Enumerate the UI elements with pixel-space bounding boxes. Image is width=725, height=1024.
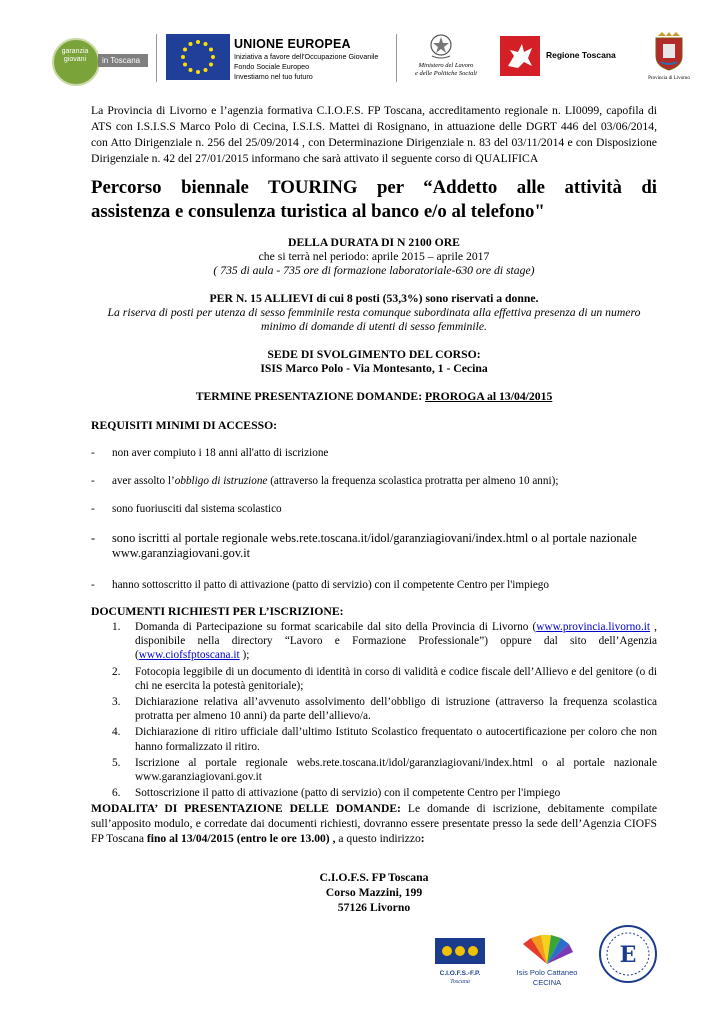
ciofs-logo [427, 934, 493, 990]
requisito-text-pre: aver assolto l’ [112, 475, 175, 487]
isis-fan-icon [511, 934, 583, 966]
indirizzo-block [91, 870, 657, 915]
eu-logo [166, 32, 394, 84]
garanzia-giovani-logo [52, 32, 148, 84]
ministero-logo [398, 32, 498, 84]
documento-item [112, 786, 657, 800]
provincia-label: Provincia di Livorno [648, 76, 690, 81]
ciofs-link[interactable]: www.ciofsfptoscana.it [138, 649, 240, 662]
ciofs-sub: Toscana [450, 979, 470, 985]
documento-text: Fotocopia leggibile di un documento di identità in corso di validità e codice fiscale dell’Allievo e del genitore (o di chi ne esercita la potestà genitoriale); [135, 665, 657, 692]
documento-item [112, 725, 657, 753]
documenti-heading: DOCUMENTI RICHIESTI PER L’ISCRIZIONE: [91, 605, 344, 618]
isis-polo-cattaneo-logo [511, 934, 583, 992]
list-dash: - [91, 475, 95, 487]
provincia-crest-icon [652, 32, 686, 72]
indirizzo-line-2: Corso Mazzini, 199 [325, 886, 423, 899]
italian-republic-emblem-icon [428, 32, 454, 60]
indirizzo-line-1: C.I.O.F.S. FP Toscana [319, 871, 429, 884]
modalita-text: Le domande di iscrizione, debitamente compilate sull’apposito modulo, e corredate dai documenti richiesti, dovranno essere presentate presso la sede dell’Agenzia CIOFS FP Toscana [91, 802, 657, 845]
documento-text: Dichiarazione relativa all’avvenuto assolvimento dell’obbligo di istruzione (attraverso la frequenza scolastica protratta per almeno 10 anni) da parte dell’allievo/a. [135, 696, 657, 723]
documento-number: 1. [112, 621, 121, 633]
eu-title: UNIONE EUROPEA [234, 37, 351, 51]
eu-flag-icon [166, 34, 230, 80]
sede-label: SEDE DI SVOLGIMENTO DEL CORSO: [267, 348, 481, 361]
documento-number: 3. [112, 696, 121, 709]
documento-number: 4. [112, 726, 121, 739]
list-dash: - [91, 447, 95, 459]
documento-item [112, 756, 657, 784]
modalita-heading: MODALITA’ DI PRESENTAZIONE DELLE DOMANDE: [91, 802, 401, 815]
course-title-line-2: assistenza e consulenza turistica al banco e/o al telefono" [91, 201, 545, 222]
documento-text: Dichiarazione di ritiro ufficiale dall’ultimo Istituto Scolastico frequentato o autocertificazione per coloro che non hanno formalizzato il ritiro. [135, 726, 657, 753]
pegasus-icon [500, 36, 540, 76]
documento-number: 2. [112, 665, 121, 678]
allievi-nota-1: La riserva di posti per utenza di sesso femminile resta comunque subordinata alla effettiva presenza di un numero [107, 306, 641, 319]
documento-text-b: , disponibile nella directory “Lavoro e Formazione Professionale”) oppure dal sito dell’Agenzia ( [135, 621, 657, 662]
durata-periodo: che si terrà nel periodo: aprile 2015 – aprile 2017 [258, 250, 490, 263]
list-dash: - [91, 579, 95, 591]
documento-number: 5. [112, 756, 121, 769]
ciofs-name: C.I.O.F.S.-F.P. [439, 970, 481, 977]
ef-mark: E [619, 942, 637, 968]
course-title-line-1: Percorso biennale TOURING per “Addetto alle attività di [91, 177, 657, 198]
termine-label: TERMINE PRESENTAZIONE DOMANDE: [195, 390, 426, 403]
garanzia-region-label: in Toscana [98, 54, 148, 67]
termine-value: PROROGA al 13/04/2015 [425, 390, 553, 403]
modalita-deadline: fino al 13/04/2015 (entro le ore 13.00) , [146, 832, 336, 845]
durata-dettaglio: ( 735 di aula - 735 ore di formazione laboratoriale-630 ore di stage) [213, 264, 535, 277]
requisiti-heading: REQUISITI MINIMI DI ACCESSO: [91, 419, 278, 432]
requisito-text: hanno sottoscritto il patto di attivazione (patto di servizio) con il competente Centro per l'impiego [112, 579, 549, 591]
indirizzo-line-3: 57126 Livorno [337, 901, 411, 914]
documento-item [112, 695, 657, 723]
header-divider [396, 34, 397, 82]
provincia-link[interactable]: www.provincia.livorno.it [536, 621, 651, 633]
ciofs-emblem-icon [427, 934, 493, 970]
documento-text: Iscrizione al portale regionale webs.rete.toscana.it/idol/garanziagiovani/index.html o al portale nazionale www.garanziagiovani.gov.it [135, 756, 657, 784]
modalita-colon: : [420, 832, 425, 845]
documento-text-c: ); [239, 649, 250, 662]
documento-item [112, 665, 657, 693]
list-dash: - [91, 503, 95, 515]
course-title [91, 176, 657, 224]
regione-toscana-text: Regione Toscana [546, 50, 616, 60]
modalita-tail: a questo indirizzo [335, 832, 421, 845]
eu-line-2: Fondo Sociale Europeo [234, 62, 310, 71]
documento-text: Sottoscrizione il patto di attivazione (patto di servizio) con il competente Centro per l'impiego [135, 787, 561, 800]
header-divider [156, 34, 157, 82]
requisito-text: sono iscritti al portale regionale webs.rete.toscana.it/idol/garanziagiovani/index.html o al portale nazionale www.garanziagiovani.gov.it [112, 531, 637, 560]
documento-number: 6. [112, 787, 121, 800]
provincia-livorno-logo [646, 32, 692, 84]
ef-seal-icon [598, 924, 658, 984]
ministero-line-1: Ministero del Lavoro [418, 62, 474, 69]
intro-paragraph: La Provincia di Livorno e l’agenzia formativa C.I.O.F.S. FP Toscana, accreditamento regionale n. LI0099, capofila di ATS con I.S.I.S.S Marco Polo di Cecina, I.S.I.S. Mattei di Rosignano, in attuazione delle DGRT 446 del 03/06/2014, con Atto Dirigenziale n. 256 del 25/09/2014 , con Determinazione Dirigenziale n. 83 del 03/11/2014 e con Disposizione Dirigenziale n. 42 del 27/01/2015 informano che sarà attivato il seguente corso di QUALIFICA [91, 104, 657, 165]
garanzia-giovani-badge-text: garanzia giovani [61, 48, 89, 63]
modalita-paragraph [91, 801, 657, 846]
durata-label: DELLA DURATA DI N 2100 ORE [288, 236, 460, 249]
termine-presentazione [91, 390, 657, 404]
isis-sub: CECINA [532, 978, 562, 987]
requisito-text: non aver compiuto i 18 anni all'atto di iscrizione [112, 447, 329, 459]
documento-text-a: Domanda di Partecipazione su format scaricabile dal sito della Provincia di Livorno ( [135, 621, 537, 633]
documenti-list [112, 620, 657, 802]
requisito-text: sono fuoriusciti dal sistema scolastico [112, 503, 282, 515]
eu-line-1: Iniziativa a favore dell'Occupazione Giovanile [234, 52, 379, 61]
allievi-nota-2: minimo di domande di utenti di sesso femminile. [261, 320, 487, 333]
requisito-text-emphasis: obbligo di istruzione [174, 475, 268, 487]
list-dash: - [91, 531, 96, 545]
regione-toscana-logo [500, 32, 620, 84]
requisito-text-post: (attraverso la frequenza scolastica protratta per almeno 10 anni); [267, 475, 559, 487]
requisito-text [112, 474, 652, 489]
eu-line-3: Investiamo nel tuo futuro [234, 72, 313, 81]
isis-name: Isis Polo Cattaneo [516, 968, 578, 977]
ef-seal-logo [598, 924, 658, 984]
ministero-line-2: e delle Politiche Sociali [415, 70, 477, 77]
ministero-text [398, 62, 494, 78]
allievi-label: PER N. 15 ALLIEVI di cui 8 posti (53,3%) sono riservati a donne. [209, 292, 539, 305]
documento-item [112, 620, 657, 663]
sede-indirizzo: ISIS Marco Polo - Via Montesanto, 1 - Cecina [260, 362, 488, 375]
